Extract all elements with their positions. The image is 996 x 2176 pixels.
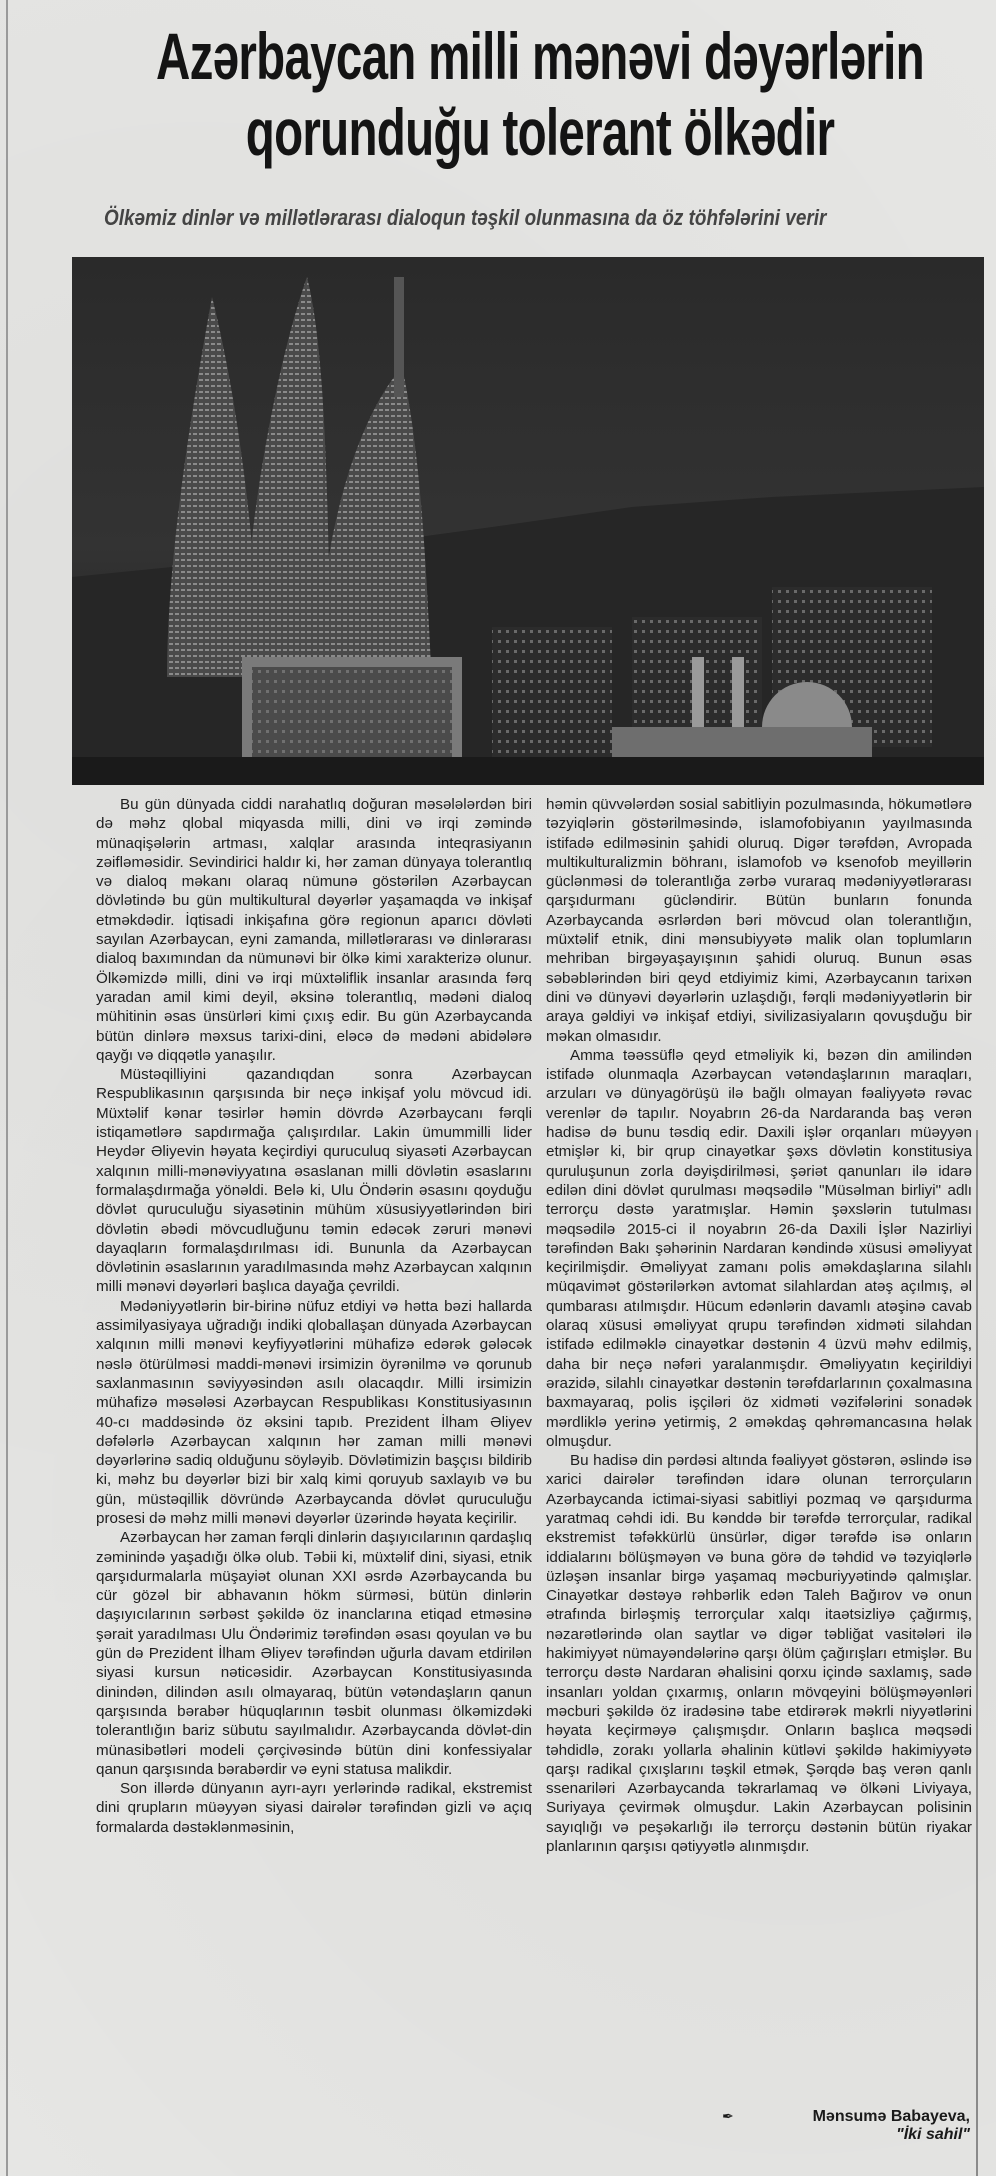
- headline: [156, 18, 924, 170]
- article-column-left: [96, 795, 532, 1837]
- baku-skyline-image: [72, 257, 984, 785]
- headline-line-1: Azərbaycan milli mənəvi dəyərlərin: [156, 19, 924, 93]
- paragraph: Amma təəssüflə qeyd etməliyik ki, bəzən din amilindən istifadə olunmaqla Azərbaycan vətəndaşlarının maraqları, arzuları və dünyagörüşü ilə bağlı olmayan fəaliyyətə rəvac verenlər də tapılır. Noyabrın 26-da Nardaranda baş verən hadisə də bunu təsdiq edir. Daxili işlər orqanları müəyyən etmişlər ki, bir qrup cinayətkar şəxs dövlətin konstitusiya quruluşunun zorla dəyişdirilməsi, şəriət qanunları ilə idarə edilən dini dövlət qurulması məqsədilə "Müsəlman birliyi" adlı terrorçu dəstə yaratmışlar. Həmin şəxslərin tutulması məqsədilə 2015-ci il noyabrın 26-da Daxili İşlər Nazirliyi tərəfindən Bakı şəhərinin Nardaran kəndində xüsusi əməliyyat keçirilmişdir. Əməliyyat zamanı polis əməkdaşlarına silahlı müqavimət göstərilərkən avtomat silahlardan atəş açılmış, əl qumbarası atılmışdır. Hücum edənlərin davamlı atəşinə cavab olaraq xüsusi əməliyyat qrupu tərəfindən xidməti silahdan istifadə edilməklə cinayətkar dəstənin 4 üzvü məhv edilmiş, daha bir neçə nəfəri yaralanmışdır. Əməliyyatın keçirildiyi ərazidə, silahlı cinayətkar dəstənin tərəfdarlarının çoxalmasına baxmayaraq, polis işçiləri öz xidməti vəzifələrini sonadək mərdliklə yerinə yetirmiş, 2 əməkdaş qəhrəmancasına həlak olmuşdur.: [546, 1046, 972, 1450]
- headline-line-2: qorunduğu tolerant ölkədir: [245, 95, 835, 169]
- paragraph: Azərbaycan hər zaman fərqli dinlərin daşıyıcılarının qardaşlıq zəminində yaşadığı ölkə olub. Təbii ki, müxtəlif dini, siyasi, etnik qarşıdurmalarla müşayiət olunan XXI əsrdə Azərbaycanda bu cür gözəl bir abhavanın hökm sürməsi, bütün dinlərin daşıyıcılarının sərbəst şəkildə öz inanclarına etiqad etməsinə şərait yaradılması Ulu Öndərimiz tərəfindən əsası qoyulan və bu gün də Prezident İlham Əliyev tərəfindən uğurla davam etdirilən siyasi kursun nəticəsidir. Azərbaycan Konstitusiyasında dinindən, dilindən asılı olmayaraq, bütün vətəndaşların qanun qarşısında bərabər hüquqlarının təsbit olunması ölkəmizdəki tolerantlığın bariz sübutu sayılmalıdır. Azərbaycanda dövlət-din münasibətləri modeli çərçivəsində bütün dini konfessiyalar qanun qarşısında bərabərdir və eyni statusa malikdir.: [96, 1529, 532, 1778]
- paragraph: Mədəniyyətlərin bir-birinə nüfuz etdiyi və hətta bəzi hallarda assimilyasiyaya uğradığı indiki qloballaşan dünyada Azərbaycan xalqının milli mənəvi keyfiyyətlərini mühafizə edərək gələcək nəslə ötürülməsi maddi-mənəvi irsimizin öyrənilmə və qorunub saxlanmasının səviyyəsindən asılı olacaqdır. Milli irsimizin mühafizə məsələsi Azərbaycan Respublikası Konstitusiyasının 40-cı maddəsində öz əksini tapıb. Prezident İlham Əliyev dəfələrlə Azərbaycan xalqının hər zaman milli mənəvi dəyərlərinə sadiq olduğunu söyləyib. Dövlətimizin başçısı bildirib ki, məhz bu dəyərlər bizi bir xalq kimi qoruyub saxlayıb və bu gün, müstəqillik dövründə Azərbaycanda dövlət quruculuğu prosesi də məhz milli mənəvi dəyərlər üzərində həyata keçirilir.: [96, 1297, 532, 1527]
- byline: [730, 2108, 970, 2144]
- column-rule-right: [976, 1130, 978, 2176]
- article-photo: [72, 257, 984, 785]
- source-publication: "İki sahil": [896, 2126, 970, 2143]
- paragraph: Müstəqilliyini qazandıqdan sonra Azərbaycan Respublikasının qarşısında bir neçə inkişaf yolu mövcud idi. Müxtəlif kənar təsirlər həmin dövrdə Azərbaycanı fərqli istiqamətlərə sapdırmağa çalışırdılar. Lakin ümummilli lider Heydər Əliyevin həyata keçirdiyi quruculuq siyasəti Azərbaycan xalqının milli-mənəviyyatına əsaslanan milli dövlətin əsaslarını formalaşdırmağa yönəldi. Belə ki, Ulu Öndərin əsasını qoyduğu dövlət quruculuğu siyasətinin mühüm xüsusiyyətlərindən biri dövlətin əbədi mövcudluğunu təmin edəcək zəruri mənəvi dayaqların formalaşdırılması idi. Bununla da Azərbaycan dövlətinin əsaslarının yaradılmasında məhz Azərbaycan xalqının milli mənəvi dəyərləri başlıca dayağa çevrildi.: [96, 1066, 532, 1296]
- author-name: Mənsumə Babayeva,: [812, 2108, 970, 2125]
- article-column-right: [546, 795, 972, 1856]
- column-rule-left: [6, 0, 8, 2176]
- paragraph: həmin qüvvələrdən sosial sabitliyin pozulmasında, hökumətlərə təzyiqlərin göstərilməsində, islamofobiyanın yayılmasında istifadə edilməsinin şahidi oluruq. Digər tərəfdən, Avropada multikulturalizmin böhranı, islamofob və ksenofob meyillərin güclənməsi də tolerantlığa zərbə vuraraq mədəniyyətlərarası qarşıdurmanı gücləndirir. Bütün bunların fonunda Azərbaycanda əsrlərdən bəri mövcud olan tolerantlığın, müxtəlif etnik, dini mənsubiyyətə malik olan toplumların mehriban birgəyaşayışının şahidi oluruq. Bunun əsas səbəblərindən biri qeyd etdiyimiz kimi, Azərbaycanın tarixən dini və dünyəvi dəyərlərin uzlaşdığı, fərqli mədəniyyətlərin bir araya gəldiyi və inkişaf etdiyi, sivilizasiyaların qovuşduğu bir məkan olmasıdır.: [546, 796, 972, 1045]
- subheadline: Ölkəmiz dinlər və millətlərarası dialoqun təşkil olunmasına da öz töhfələrini verir: [104, 205, 827, 230]
- paragraph: Bu hadisə din pərdəsi altında fəaliyyət göstərən, əslində isə xarici dairələr tərəfindən idarə olunan terrorçuların Azərbaycanda ictimai-siyasi sabitliyi pozmaq və qarşıdurma yaratmaq cəhdi idi. Bu kənddə bir tərəfdə terrorçular, radikal ekstremist təfəkkürlü ünsürlər, digər tərəfdə isə onların iddialarını bölüşməyən və buna görə də təhdid və təzyiqlərlə üzləşən insanlar birgə yaşamaq məcburiyyətində qalmışlar. Cinayətkar dəstəyə rəhbərlik edən Taleh Bağırov və onun ətrafında birləşmiş terrorçular xalqı itaətsizliyə çağırmış, nəzarətlərində olan saytlar və digər təbliğat vasitələri ilə hakimiyyət nümayəndələrinə qarşı ölüm çağırışları etmişlər. Bu terrorçu dəstə Nardaran əhalisini qorxu içində saxlamış, sadə insanları yoldan çıxarmış, onların mövqeyini bölüşməyənləri məcburi şəkildə öz iradəsinə tabe etdirərək məkrli niyyətlərini həyata keçirməyə çalışmışdır. Onların başlıca məqsədi təhdidlə, zorakı yollarla əhalinin kütləvi şəkildə hakimiyyətə qarşı radikal çıxışlarını təşkil etmək, Şərqdə baş verən qanlı ssenariləri Azərbaycanda təkrarlamaq və ölkəni Liviyaya, Suriyaya çevirmək olmuşdur. Lakin Azərbaycan polisinin sayıqlığı və peşəkarlığı ilə terrorçu dəstənin bütün riyakar planlarının qarşısı qətiyyətlə alınmışdır.: [546, 1452, 972, 1856]
- paragraph: Son illərdə dünyanın ayrı-ayrı yerlərində radikal, ekstremist dini qrupların müəyyən siyasi dairələr tərəfindən gizli və açıq formalarda dəstəklənməsinin,: [96, 1780, 532, 1836]
- pen-icon: ✒: [722, 2108, 734, 2124]
- paragraph: Bu gün dünyada ciddi narahatlıq doğuran məsələlərdən biri də məhz qlobal miqyasda milli, dini və irqi zəmində münaqişələrin artması, xalqlar arasında inteqrasiyanın zəifləməsidir. Sevindirici haldır ki, hər zaman dünyaya tolerantlıq və dialoq məkanı olaraq nümunə göstərilən Azərbaycan dövlətində bu gün multikultural dəyərlər yaşamaqda və inkişaf etməkdədir. İqtisadi inkişafına görə regionun aparıcı dövləti sayılan Azərbaycan, eyni zamanda, millətlərarası və dinlərarası dialoq baxımından da nümunəvi bir ölkə kimi xarakterizə olunur. Ölkəmizdə milli, dini və irqi müxtəliflik insanlar arasında fərq yaradan amil kimi deyil, əksinə tolerantlıq, mədəni dialoq mühitinin əsas ünsürləri kimi çıxış edir. Bu gün Azərbaycanda bütün dinlərə məxsus tarixi-dini, eləcə də mədəni abidələrə qayğı və diqqətlə yanaşılır.: [96, 796, 532, 1064]
